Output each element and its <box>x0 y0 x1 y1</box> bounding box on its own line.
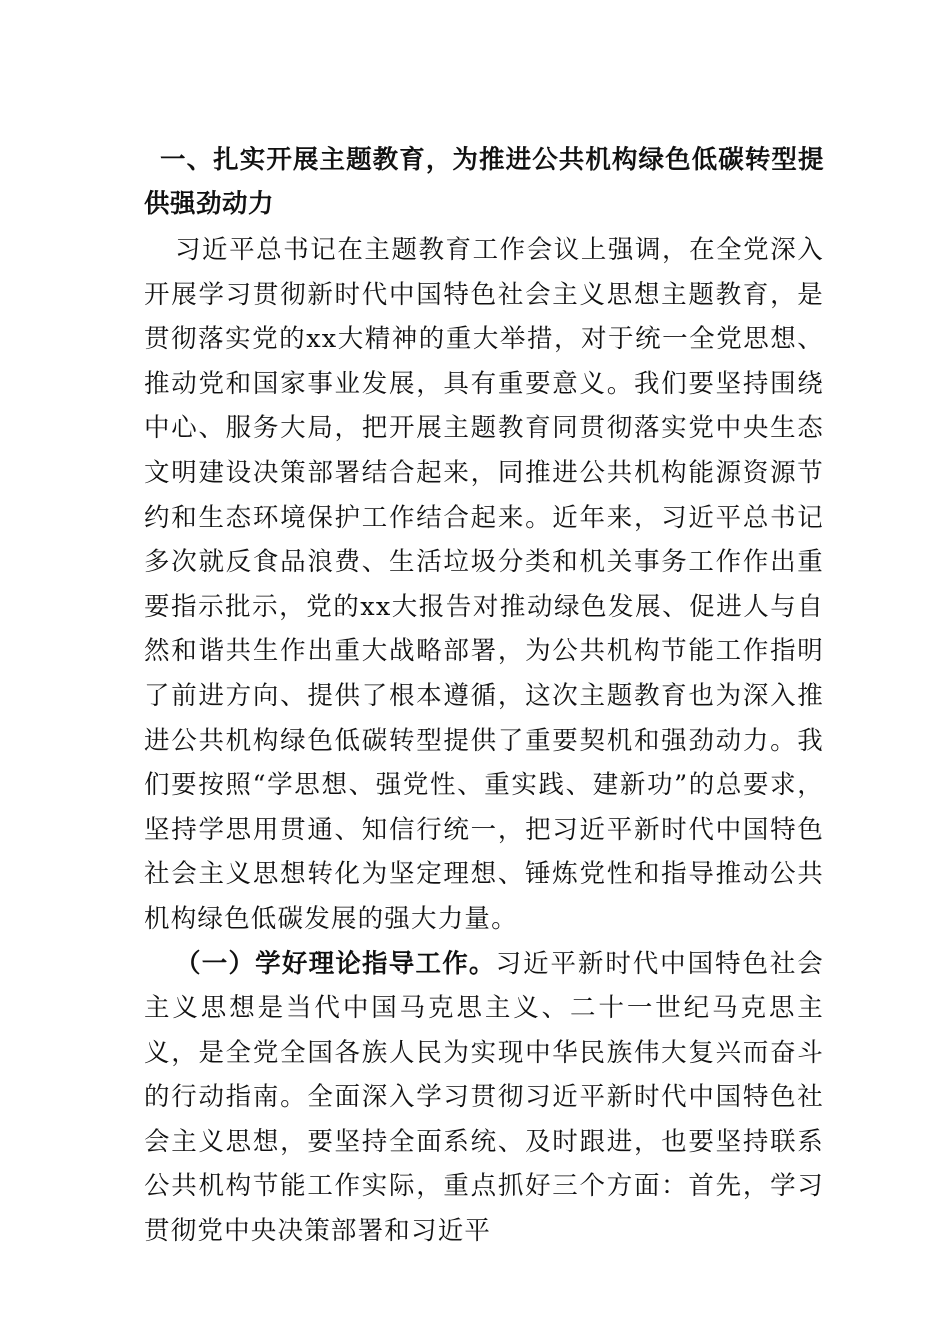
paragraph-lead-title: （一）学好理论指导工作。 <box>175 948 496 979</box>
document-body <box>144 138 824 1254</box>
body-paragraph <box>144 228 824 942</box>
paragraph-text: 习近平新时代中国特色社会主义思想是当代中国马克思主义、二十一世纪马克思主义，是全党全国各族人民为实现中华民族伟大复兴而奋斗的行动指南。全面深入学习贯彻习近平新时代中国特色社会主义思想，要坚持全面系统、及时跟进，也要坚持联系公共机构节能工作实际，重点抓好三个方面：首先，学习贯彻党中央决策部署和习近平 <box>144 948 824 1247</box>
body-paragraph <box>144 942 824 1254</box>
section-heading: 一、扎实开展主题教育，为推进公共机构绿色低碳转型提供强劲动力 <box>144 145 824 219</box>
paragraph-text: 习近平总书记在主题教育工作会议上强调，在全党深入开展学习贯彻新时代中国特色社会主义思想主题教育，是贯彻落实党的xx大精神的重大举措，对于统一全党思想、推动党和国家事业发展，具有重要意义。我们要坚持围绕中心、服务大局，把开展主题教育同贯彻落实党中央生态文明建设决策部署结合起来，同推进公共机构能源资源节约和生态环境保护工作结合起来。近年来，习近平总书记多次就反食品浪费、生活垃圾分类和机关事务工作作出重要指示批示，党的xx大报告对推动绿色发展、促进人与自然和谐共生作出重大战略部署，为公共机构节能工作指明了前进方向、提供了根本遵循，这次主题教育也为深入推进公共机构绿色低碳转型提供了重要契机和强劲动力。我们要按照“学思想、强党性、重实践、建新功”的总要求，坚持学思用贯通、知信行统一，把习近平新时代中国特色社会主义思想转化为坚定理想、锤炼党性和指导推动公共机构绿色低碳发展的强大力量。 <box>144 235 824 934</box>
